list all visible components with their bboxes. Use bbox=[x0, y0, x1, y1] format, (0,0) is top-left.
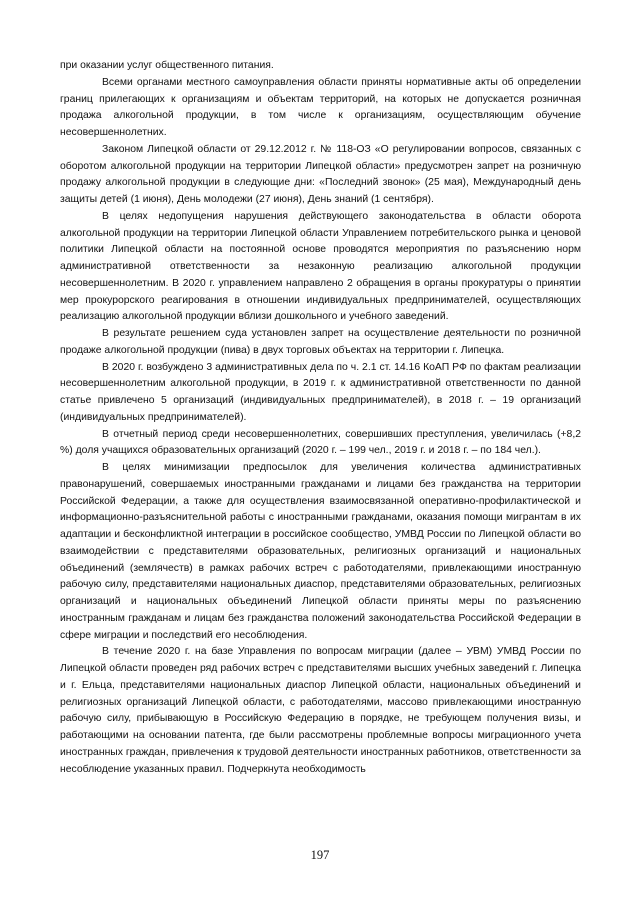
paragraph-9: В течение 2020 г. на базе Управления по вопросам миграции (далее – УВМ) УМВД России по Липецкой области проведен ряд рабочих встреч с представителями высших учебных заведений г. Липецка и г. Ельца, представителями национальных диаспор Липецкой области, национальных объединений и религиозных организаций Липецкой области, с работодателями, массово привлекающими иностранную рабочую силу, прибывающую в Российскую Федерацию в порядке, не требующем получения визы, и работающими на основании патента, где были рассмотрены проблемные вопросы миграционного учета иностранных граждан, привлечения к трудовой деятельности иностранных работников, ответственности за несоблюдение указанных правил. Подчеркнута необходимость bbox=[60, 646, 581, 775]
paragraph-7: В отчетный период среди несовершеннолетних, совершивших преступления, увеличилась (+8,2 %) доля учащихся образовательных организаций (2020 г. – 199 чел., 2019 г. и 2018 г. – по 184 чел.). bbox=[60, 428, 581, 457]
paragraph-4: В целях недопущения нарушения действующего законодательства в области оборота алкогольной продукции на территории Липецкой области Управлением потребительского рынка и ценовой политики Липецкой области на постоянной основе проводятся мероприятия по разъяснению норм административной ответственности за незаконную реализацию алкогольной продукции несовершеннолетним. В 2020 г. управлением направлено 2 обращения в органы прокуратуры о принятии мер прокурорского реагирования в отношении индивидуальных предпринимателей, осуществляющих реализацию алкогольной продукции вблизи дошкольного и учебного заведений. bbox=[60, 210, 581, 323]
paragraph-5: В результате решением суда установлен запрет на осуществление деятельности по розничной продаже алкогольной продукции (пива) в двух торговых объектах на территории г. Липецка. bbox=[60, 328, 581, 356]
paragraph-2: Всеми органами местного самоуправления области приняты нормативные акты об определении границ прилегающих к организациям и объектам территорий, на которых не допускается розничная продажа алкогольной продукции, в том числе к организациям, осуществляющим обучение несовершеннолетних. bbox=[60, 76, 581, 138]
paragraph-8: В целях минимизации предпосылок для увеличения количества административных правонарушений, совершаемых иностранными гражданами и лицами без гражданства на территории Российской Федерации, а также для осуществления взаимосвязанной оперативно-профилактической и информационно-разъяснительной работы с иностранными гражданами, оказания помощи мигрантам в их адаптации и бесконфликтной интеграции в российское сообщество, УМВД России по Липецкой области во взаимодействии с представителями образовательных, религиозных организаций и национальных объединений (землячеств) в рамках рабочих встреч с работодателями, привлекающими иностранную рабочую силу, представителями национальных диаспор, представителями образовательных, религиозных организаций и национальных объединений Липецкой области приняты меры по разъяснению иностранным гражданам и лицам без гражданства положений законодательства Российской Федерации в сфере миграции и последствий его несоблюдения. bbox=[60, 462, 581, 641]
paragraph-1: при оказании услуг общественного питания. bbox=[60, 60, 274, 71]
paragraph-3: Законом Липецкой области от 29.12.2012 г. № 118-ОЗ «О регулировании вопросов, связанных с оборотом алкогольной продукции на территории Липецкой области» предусмотрен запрет на розничную продажу алкогольной продукции в следующие дни: «Последний звонок» (25 мая), Международный день защиты детей (1 июня), День молодежи (27 июня), День знаний (1 сентября). bbox=[60, 143, 581, 205]
paragraph-6: В 2020 г. возбуждено 3 административных дела по ч. 2.1 ст. 14.16 КоАП РФ по фактам реализации несовершеннолетним алкогольной продукции, в 2019 г. к административной ответственности по данной статье привлечено 5 организаций (индивидуальных предпринимателей), в 2018 г. – 19 организаций (индивидуальных предпринимателей). bbox=[60, 361, 581, 423]
page-number: 197 bbox=[310, 848, 330, 862]
document-body bbox=[60, 58, 581, 778]
